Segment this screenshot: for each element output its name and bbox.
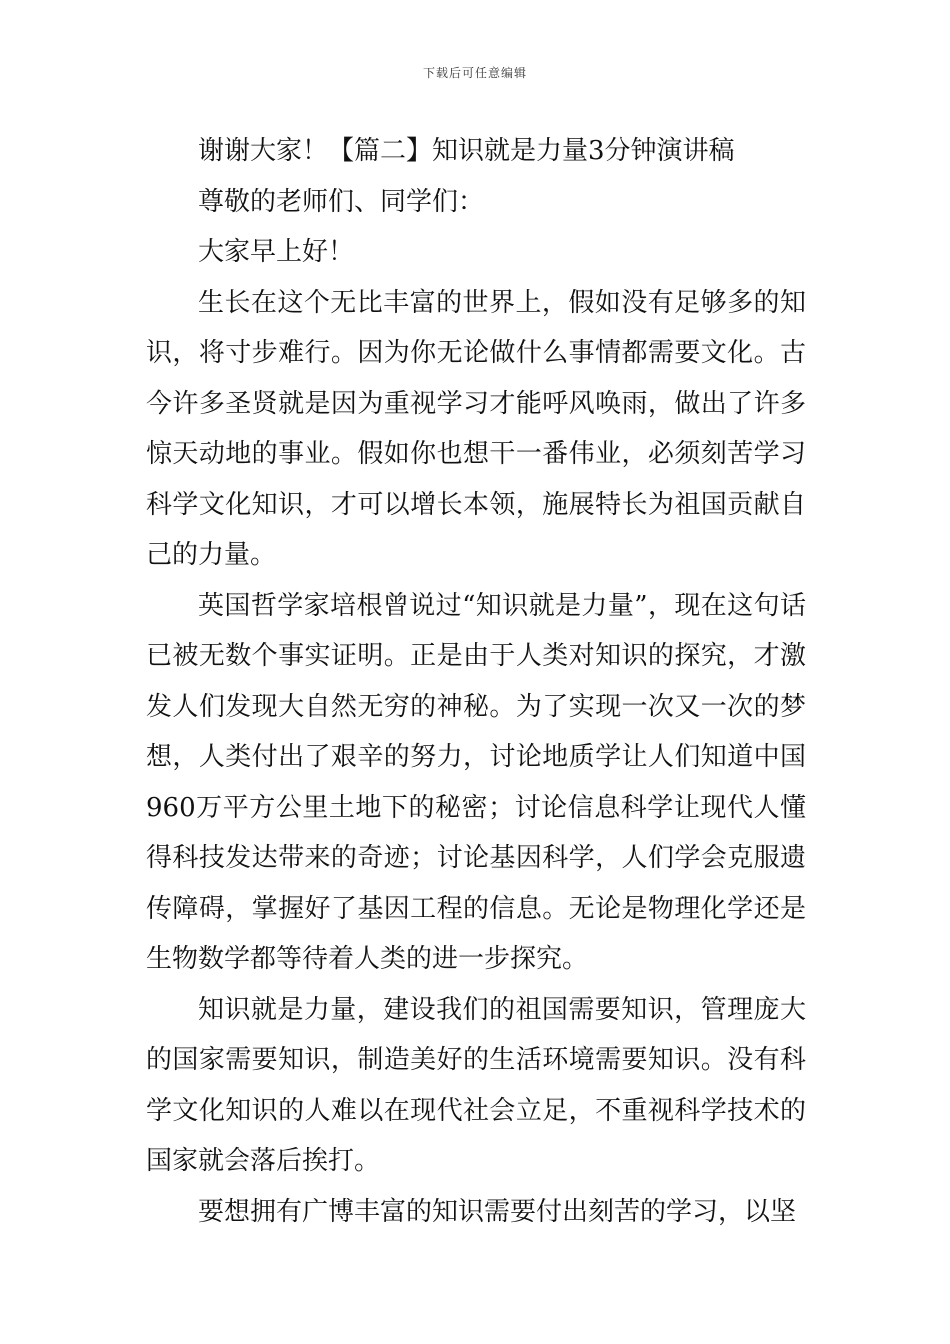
paragraph-greeting: 大家早上好！ bbox=[198, 237, 355, 267]
paragraph-body-3: 知识就是力量，建设我们的祖国需要知识，管理庞大的国家需要知识，制造美好的生活环境需要知识。没有科学文化知识的人难以在现代社会立足，不重视科学技术的国家就会落后挨打。 bbox=[146, 994, 806, 1176]
document-body bbox=[146, 126, 806, 1237]
paragraph-closing-and-title: 谢谢大家！【篇二】知识就是力量3分钟演讲稿 bbox=[198, 136, 735, 166]
page-header: 下载后可任意编辑 bbox=[422, 66, 527, 80]
paragraph-body-4: 要想拥有广博丰富的知识需要付出刻苦的学习，以坚 bbox=[198, 1196, 797, 1227]
paragraph-salutation: 尊敬的老师们、同学们： bbox=[198, 186, 485, 217]
paragraph-body-1: 生长在这个无比丰富的世界上，假如没有足够多的知识，将寸步难行。因为你无论做什么事情都需要文化。古今许多圣贤就是因为重视学习才能呼风唤雨，做出了许多惊天动地的事业。假如你也想干一番伟业，必须刻苦学习科学文化知识，才可以增长本领，施展特长为祖国贡献自己的力量。 bbox=[146, 287, 806, 570]
paragraph-body-2: 英国哲学家培根曾说过“知识就是力量”，现在这句话已被无数个事实证明。正是由于人类对知识的探究，才激发人们发现大自然无穷的神秘。为了实现一次又一次的梦想，人类付出了艰辛的努力，讨论地质学让人们知道中国960万平方公里土地下的秘密；讨论信息科学让现代人懂得科技发达带来的奇迹；讨论基因科学，人们学会克服遗传障碍，掌握好了基因工程的信息。无论是物理化学还是生物数学都等待着人类的进一步探究。 bbox=[146, 590, 806, 974]
